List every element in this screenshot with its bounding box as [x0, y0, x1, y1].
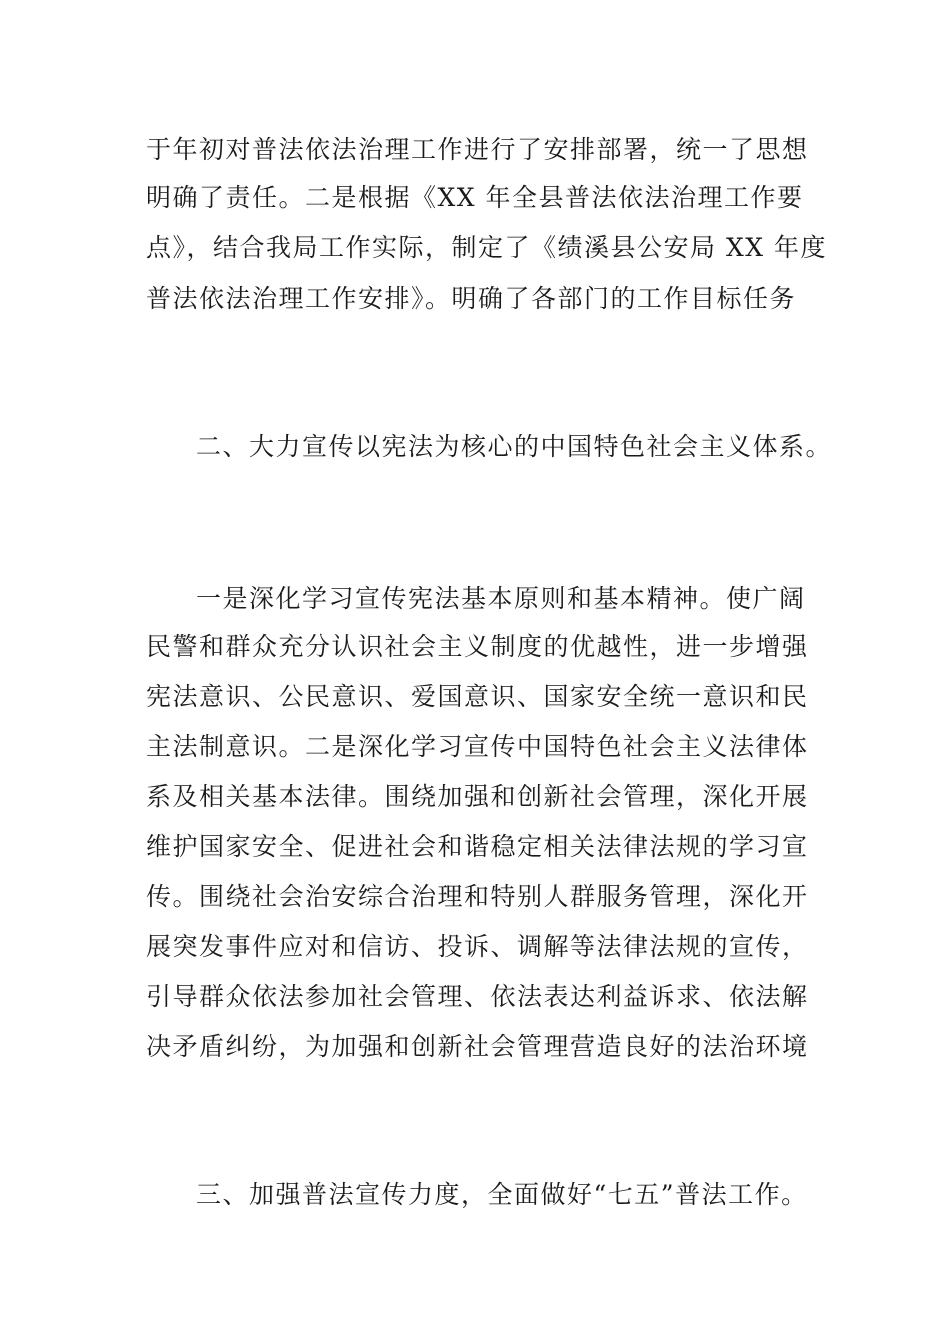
section-heading-3: 三、加强普法宣传力度，全面做好“七五”普法工作。	[196, 1180, 808, 1209]
paragraph-line: 展突发事件应对和信访、投诉、调解等法律法规的宣传，	[146, 932, 809, 961]
paragraph-line: 维护国家安全、促进社会和谐稳定相关法律法规的学习宣	[146, 832, 809, 861]
paragraph-line: 决矛盾纠纷，为加强和创新社会管理营造良好的法治环境	[146, 1032, 809, 1061]
paragraph-line: 引导群众依法参加社会管理、依法表达利益诉求、依法解	[146, 982, 809, 1011]
paragraph-line: 于年初对普法依法治理工作进行了安排部署，统一了思想	[146, 135, 809, 164]
paragraph-line: 民警和群众充分认识社会主义制度的优越性，进一步增强	[146, 632, 809, 661]
paragraph-line: 普法依法治理工作安排》。明确了各部门的工作目标任务	[146, 284, 797, 313]
section-heading-2: 二、大力宣传以宪法为核心的中国特色社会主义体系。	[196, 432, 833, 461]
paragraph-line: 宪法意识、公民意识、爱国意识、国家安全统一意识和民	[146, 682, 809, 711]
paragraph-line: 主法制意识。二是深化学习宣传中国特色社会主义法律体	[146, 732, 809, 761]
paragraph-line: 传。围绕社会治安综合治理和特别人群服务管理，深化开	[146, 882, 809, 911]
paragraph-line: 系及相关基本法律。围绕加强和创新社会管理，深化开展	[146, 782, 809, 811]
paragraph-line: 明确了责任。二是根据《XX 年全县普法依法治理工作要	[146, 183, 804, 212]
paragraph-line: 一是深化学习宣传宪法基本原则和基本精神。使广阔	[196, 584, 806, 613]
paragraph-line: 点》，结合我局工作实际，制定了《绩溪县公安局 XX 年度	[146, 233, 827, 262]
